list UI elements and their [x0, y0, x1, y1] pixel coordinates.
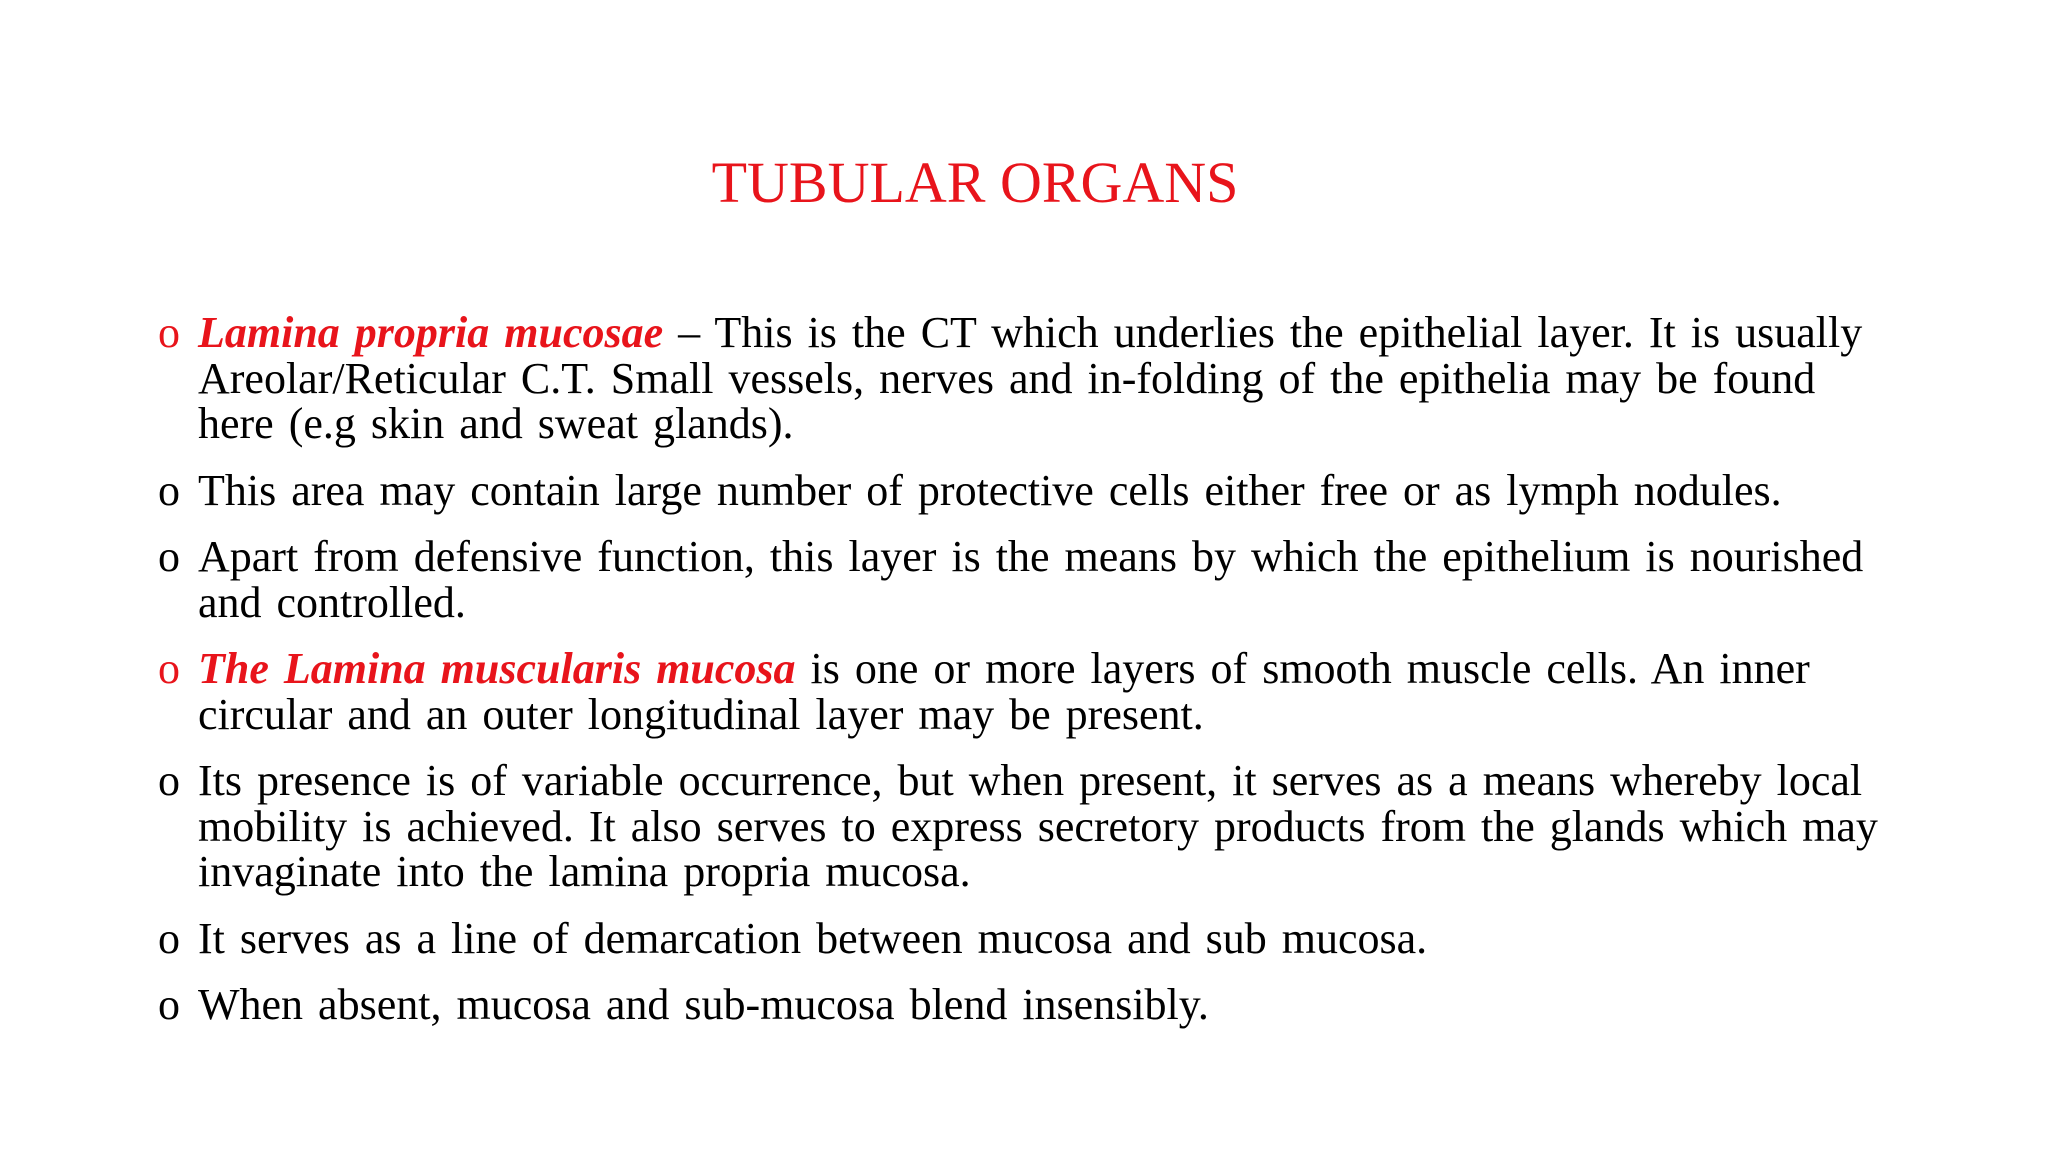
bullet-marker: o — [158, 644, 180, 693]
bullet-item — [158, 758, 1878, 895]
bullet-text: It serves as a line of demarcation between mucosa and sub mucosa. — [198, 913, 1428, 963]
bullet-text: When absent, mucosa and sub-mucosa blend insensibly. — [198, 980, 1209, 1029]
bullet-item — [158, 310, 1878, 447]
bullet-text: Apart from defensive function, this layer is the means by which the epithelium is nourished and controlled. — [198, 532, 1864, 627]
bullet-text: Its presence is of variable occurrence, but when present, it serves as a means whereby local mobility is achieved. It also serves to express secretory products from the glands which may invaginate into the lamina propria mucosa. — [198, 756, 1878, 896]
bullet-marker: o — [158, 465, 180, 515]
bullet-item — [158, 534, 1878, 625]
highlighted-term: The Lamina muscularis mucosa — [198, 644, 796, 693]
bullet-item — [158, 982, 1878, 1028]
bullet-marker: o — [158, 756, 180, 805]
bullet-item — [158, 465, 1878, 515]
bullet-marker: o — [158, 532, 180, 581]
bullet-list — [158, 310, 1878, 1049]
highlighted-term: Lamina propria mucosae — [198, 308, 664, 357]
bullet-text: This area may contain large number of protective cells either free or as lymph nodules. — [198, 465, 1782, 515]
bullet-item — [158, 646, 1878, 737]
bullet-marker: o — [158, 913, 180, 963]
slide-title: TUBULAR ORGANS — [711, 150, 1239, 215]
bullet-item — [158, 913, 1878, 963]
bullet-marker: o — [158, 980, 180, 1029]
bullet-marker: o — [158, 308, 180, 357]
bullet-text: – This is the CT which underlies the epithelial layer. It is usually Areolar/Reticular C.T. Small vessels, nerves and in-folding of the epithelia may be found here (e.g skin and sweat glands). — [198, 308, 1863, 448]
bullet-text: is one or more layers of smooth muscle cells. An inner circular and an outer longitudinal layer may be present. — [198, 644, 1810, 739]
